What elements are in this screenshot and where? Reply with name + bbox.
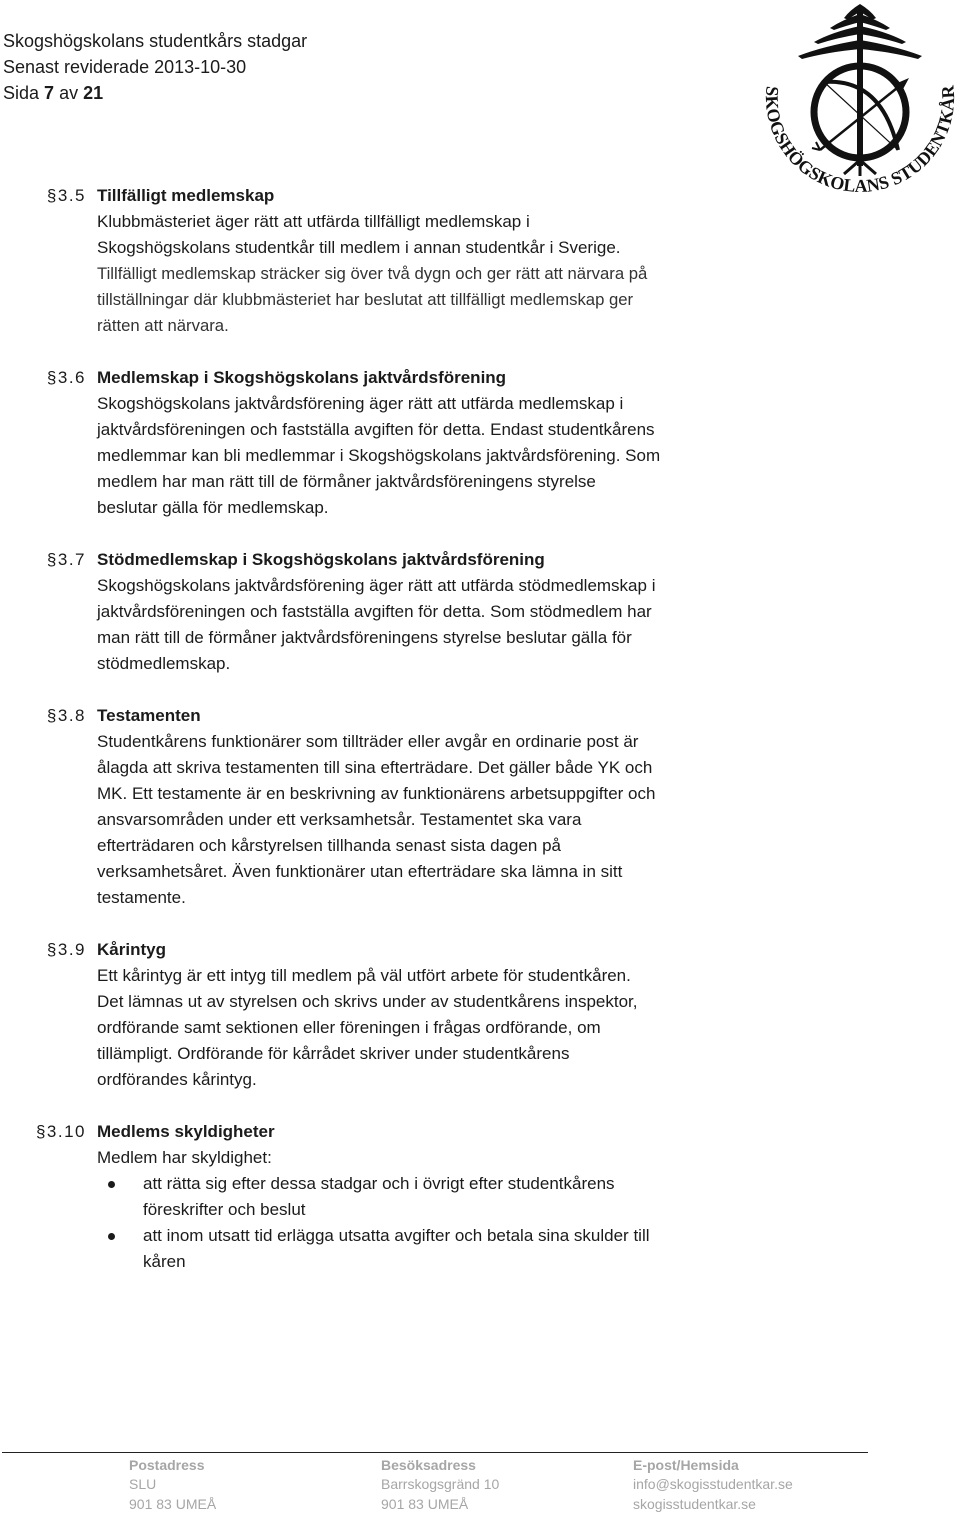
text-line: Medlem har skyldighet: (97, 1148, 272, 1167)
text-line: ordförandes kårintyg. (97, 1070, 257, 1089)
text-line: ålagda att skriva testamenten till sina efterträdare. Det gäller både YK och (97, 758, 653, 777)
page-indicator (3, 80, 307, 106)
footer-visiting-address (381, 1456, 499, 1514)
list-item-text: att inom utsatt tid erlägga utsatta avgifter och betala sina skulder till (143, 1226, 650, 1245)
section-3-10 (0, 1119, 880, 1275)
text-line: medlem har man rätt till de förmåner jaktvårdsföreningens styrelse (97, 472, 596, 491)
section-heading (0, 1119, 880, 1145)
text-line: verksamhetsåret. Även funktionärer utan efterträdare ska lämna in sitt (97, 862, 623, 881)
text-line: testamente. (97, 888, 186, 907)
footer-line: Barrskogsgränd 10 (381, 1476, 500, 1493)
text-line: MK. Ett testamente är en beskrivning av funktionärens arbetsuppgifter och (97, 784, 656, 803)
section-number: §3.5 (46, 186, 86, 205)
text-line: Ett kårintyg är ett intyg till medlem på väl utfört arbete för studentkåren. (97, 966, 631, 985)
text-line: tillämpligt. Ordförande för kårrådet skriver under studentkårens (97, 1044, 570, 1063)
page-of-label: av (59, 83, 79, 103)
footer-postal-address (129, 1456, 216, 1514)
text-line: stödmedlemskap. (97, 654, 231, 673)
text-line: Det lämnas ut av styrelsen och skrivs under av studentkårens inspektor, (97, 992, 638, 1011)
paragraph (0, 729, 880, 911)
paragraph (0, 1145, 880, 1171)
paragraph (0, 261, 880, 339)
text-line: man rätt till de förmåner jaktvårdsföreningens styrelse beslutar gälla för (97, 628, 632, 647)
paragraph (0, 573, 880, 677)
text-line: ansvarsområden under ett verksamhetsår. Testamentet ska vara (97, 810, 582, 829)
section-heading (0, 937, 880, 963)
text-line: Klubbmästeriet äger rätt att utfärda tillfälligt medlemskap i (97, 212, 530, 231)
section-3-6 (0, 365, 880, 521)
text-line: medlemmar kan bli medlemmar i Skogshögskolans jaktvårdsförening. Som (97, 446, 661, 465)
text-line (0, 1171, 880, 1197)
text-line: beslutar gälla för medlemskap. (97, 498, 329, 517)
text-line: Skogshögskolans jaktvårdsförening äger rätt att utfärda stödmedlemskap i (97, 576, 656, 595)
section-number: §3.8 (46, 706, 86, 725)
bullet-icon (108, 1233, 115, 1240)
section-3-9 (0, 937, 880, 1093)
list-item-text: att rätta sig efter dessa stadgar och i övrigt efter studentkårens (143, 1174, 615, 1193)
section-title: Medlems skyldigheter (97, 1122, 275, 1141)
paragraph (0, 963, 880, 1093)
page-header (3, 28, 307, 106)
page-label: Sida (3, 83, 40, 103)
section-title: Kårintyg (97, 940, 166, 959)
text-line: jaktvårdsföreningen och fastställa avgiften för detta. Som stödmedlem har (97, 602, 652, 621)
text-line: rätten att närvara. (97, 316, 229, 335)
footer-line: 901 83 UMEÅ (129, 1495, 217, 1512)
text-line: efterträdaren och kårstyrelsen tillhanda senast sista dagen på (97, 836, 561, 855)
tree-roots (844, 160, 876, 176)
section-heading (0, 547, 880, 573)
revision-date: Senast reviderade 2013-10-30 (3, 57, 247, 77)
seal-ring-text: SKOGSHÖGSKOLANS STUDENTKÅR (761, 84, 959, 196)
text-line: jaktvårdsföreningen och fastställa avgiften för detta. Endast studentkårens (97, 420, 655, 439)
section-heading (0, 365, 880, 391)
paragraph (0, 391, 880, 521)
section-heading (0, 183, 880, 209)
text-line: ordförande samt sektionen eller föreningen i frågas ordförande, om (97, 1018, 601, 1037)
section-3-8 (0, 703, 880, 911)
section-number: §3.7 (46, 550, 86, 569)
list-item (0, 1171, 880, 1223)
footer-contact (633, 1456, 793, 1514)
footer-email: info@skogisstudentkar.se (633, 1476, 793, 1493)
section-number: §3.9 (46, 940, 86, 959)
footer-heading: E-post/Hemsida (633, 1457, 739, 1473)
section-heading (0, 703, 880, 729)
section-number: §3.6 (46, 368, 86, 387)
section-title: Medlemskap i Skogshögskolans jaktvårdsförening (97, 368, 507, 387)
text-line: Skogshögskolans studentkår till medlem i annan studentkår i Sverige. (97, 238, 621, 257)
text-line (0, 1223, 880, 1249)
section-title: Testamenten (97, 706, 201, 725)
text-line: föreskrifter och beslut (143, 1200, 306, 1219)
section-3-5 (0, 183, 880, 339)
footer-heading: Besöksadress (381, 1457, 476, 1473)
footer-website: skogisstudentkar.se (633, 1495, 756, 1512)
document-title: Skogshögskolans studentkårs stadgar (3, 31, 308, 51)
footer-heading: Postadress (129, 1457, 205, 1473)
list-item (0, 1223, 880, 1275)
text-line: kåren (143, 1252, 186, 1271)
section-title: Tillfälligt medlemskap (97, 186, 275, 205)
bullet-list (0, 1171, 880, 1275)
footer-line: SLU (129, 1476, 157, 1493)
text-line: Tillfälligt medlemskap sträcker sig över två dygn och ger rätt att närvara på (97, 264, 648, 283)
footer-rule (2, 1452, 868, 1453)
text-line: tillställningar där klubbmästeriet har beslutat att tillfälligt medlemskap ger (97, 290, 634, 309)
text-line: Studentkårens funktionärer som tillträder eller avgår en ordinarie post är (97, 732, 639, 751)
logo-seal (760, 0, 960, 200)
section-title: Stödmedlemskap i Skogshögskolans jaktvårdsförening (97, 550, 545, 569)
bullet-icon (108, 1181, 115, 1188)
page-footer (0, 1456, 960, 1515)
paragraph (0, 209, 880, 261)
text-line: Skogshögskolans jaktvårdsförening äger rätt att utfärda medlemskap i (97, 394, 624, 413)
footer-line: 901 83 UMEÅ (381, 1495, 469, 1512)
document-body (0, 183, 880, 1301)
section-3-7 (0, 547, 880, 677)
page-current: 7 (44, 83, 55, 103)
page-total: 21 (83, 83, 104, 103)
section-number: §3.10 (35, 1122, 86, 1141)
